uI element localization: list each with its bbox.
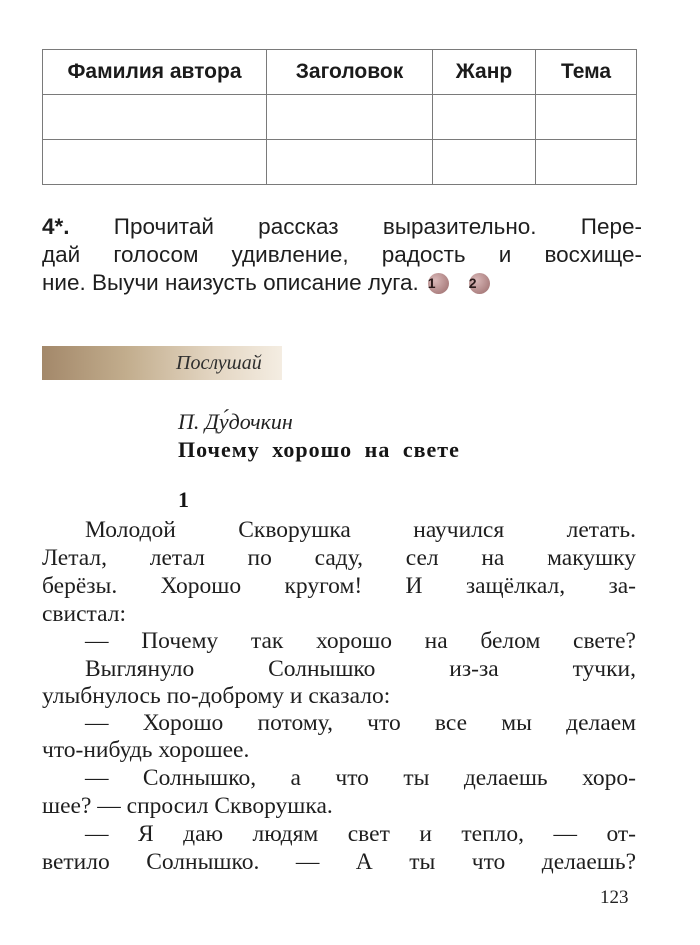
table-cell[interactable] [433, 95, 536, 140]
story-line: что-нибудь хорошее. [42, 737, 250, 763]
story-line: Молодой Скворушка научился летать. [85, 517, 636, 543]
task-line: ние. Выучи наизусть описание луга. 1 2 [42, 269, 642, 297]
story-line: — Хорошо потому, что все мы делаем [85, 710, 636, 736]
table-cell[interactable] [267, 95, 433, 140]
table-cell[interactable] [433, 140, 536, 185]
story-line: улыбнулось по-доброму и сказало: [42, 683, 391, 709]
audio-track-2-icon[interactable]: 2 [469, 273, 490, 294]
table-cell[interactable] [536, 95, 637, 140]
audio-track-1-icon[interactable]: 1 [428, 273, 449, 294]
story-line: — Солнышко, а что ты делаешь хоро- [85, 765, 636, 791]
table-header-row [43, 50, 637, 95]
story-line: свистал: [42, 601, 126, 627]
story-line: шее? — спросил Скворушка. [42, 793, 333, 819]
table-cell[interactable] [43, 140, 267, 185]
table-cell[interactable] [267, 140, 433, 185]
header-author: Фамилия автора [43, 50, 267, 95]
table-row [43, 95, 637, 140]
header-theme: Тема [536, 50, 637, 95]
story-line: — Почему так хорошо на белом свете? [85, 628, 636, 654]
task-line: дай голосом удивление, радость и восхище- [42, 242, 642, 267]
task-line: 4*. Прочитай рассказ выразительно. Пере- [42, 214, 642, 239]
table-cell[interactable] [536, 140, 637, 185]
literature-table [42, 49, 636, 185]
header-genre: Жанр [433, 50, 536, 95]
chapter-number: 1 [178, 487, 189, 512]
story-line: Летал, летал по саду, сел на макушку [42, 545, 636, 571]
story-line: — Я даю людям свет и тепло, — от- [85, 821, 636, 847]
listen-label: Послушай [176, 352, 262, 374]
story-title: Почему хорошо на свете [178, 437, 460, 462]
header-title: Заголовок [267, 50, 433, 95]
story-line: берёзы. Хорошо кругом! И защёлкал, за- [42, 573, 636, 599]
task-number: 4*. [42, 214, 70, 239]
page-number: 123 [600, 887, 629, 908]
task-4 [42, 213, 642, 297]
table-cell[interactable] [43, 95, 267, 140]
story-author: П. Ду́дочкин [178, 409, 293, 434]
story-line: Выглянуло Солнышко из-за тучки, [85, 656, 636, 682]
story-line: ветило Солнышко. — А ты что делаешь? [42, 849, 636, 875]
table-row [43, 140, 637, 185]
